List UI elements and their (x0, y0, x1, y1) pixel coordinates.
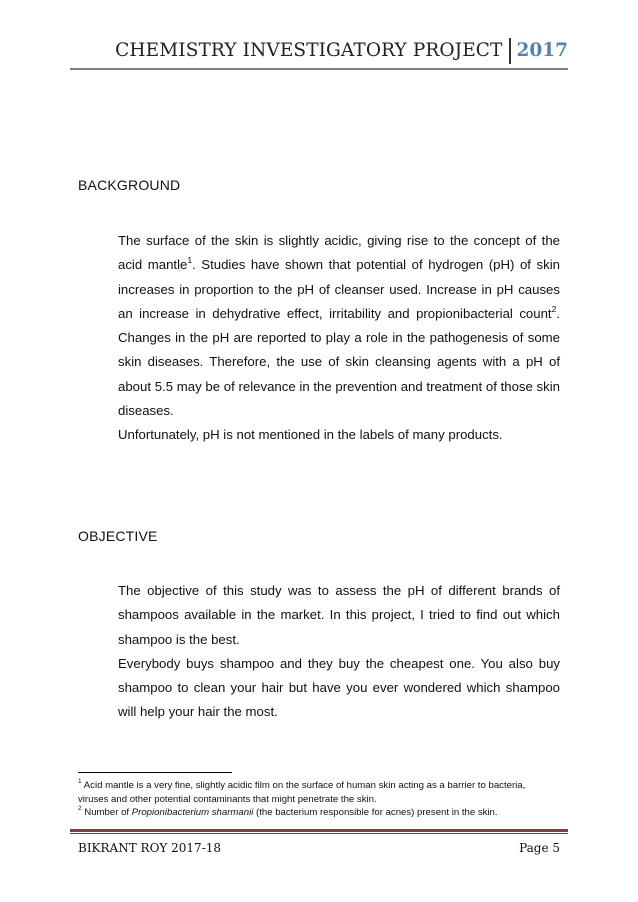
footnote-2-pre: Number of (81, 807, 132, 819)
footer-rule-thin (70, 833, 568, 834)
page-header (115, 38, 568, 64)
footnote-ref-1: 1 (187, 254, 193, 265)
objective-heading: OBJECTIVE (78, 528, 158, 544)
header-rule (70, 68, 568, 70)
footnote-2-post: (the bacterium responsible for acnes) present in the skin. (253, 807, 498, 819)
objective-paragraph-2: Everybody buys shampoo and they buy the cheapest one. You also buy shampoo to clean your hair but have you ever wondered which shampoo will help your hair the most. (118, 655, 560, 720)
footnote-1 (78, 779, 558, 806)
footnotes (78, 779, 558, 820)
objective-paragraph-1: The objective of this study was to assess the pH of different brands of shampoos available in the market. In this project, I tried to find out which shampoo is the best. (118, 583, 560, 647)
header-year: 2017 (516, 40, 568, 61)
footnote-2-italic: Propionibacterium sharmanii (131, 807, 254, 819)
background-section (118, 229, 560, 448)
footer-page-number: Page 5 (519, 841, 560, 855)
background-text-3: . Changes in the pH are reported to play a role in the pathogenesis of some skin diseases. Therefore, the use of skin cleansing agents with a pH of about 5.5 may be of relevance in the prevention and treatment of those skin diseases. (118, 305, 560, 419)
background-text-1: The surface of the skin is slightly acidic, giving rise to the concept of the acid mantle (118, 233, 560, 273)
footer-author: BIKRANT ROY 2017-18 (78, 841, 222, 855)
footnote-1-text: Acid mantle is a very fine, slightly acidic film on the surface of human skin acting as a barrier to bacteria, viruses and other potential contaminants that might penetrate the skin. (78, 780, 526, 805)
footnote-1-mark: 1 (78, 777, 82, 785)
footnote-rule (78, 772, 232, 773)
header-title: CHEMISTRY INVESTIGATORY PROJECT (115, 40, 503, 61)
footnote-2-mark: 2 (78, 805, 82, 812)
footnote-2 (78, 806, 558, 820)
footer-rule-thick (70, 829, 568, 832)
footnote-ref-2: 2 (551, 303, 557, 314)
background-paragraph (118, 229, 560, 423)
background-text-2: . Studies have shown that potential of hydrogen (pH) of skin increases in proportion to the pH of cleanser used. Increase in pH causes an increase in dehydrative effect, irritability and propionibacterial count (118, 257, 560, 321)
background-last-line: Unfortunately, pH is not mentioned in the labels of many products. (118, 427, 503, 443)
background-heading: BACKGROUND (78, 177, 181, 193)
objective-section (118, 579, 560, 725)
